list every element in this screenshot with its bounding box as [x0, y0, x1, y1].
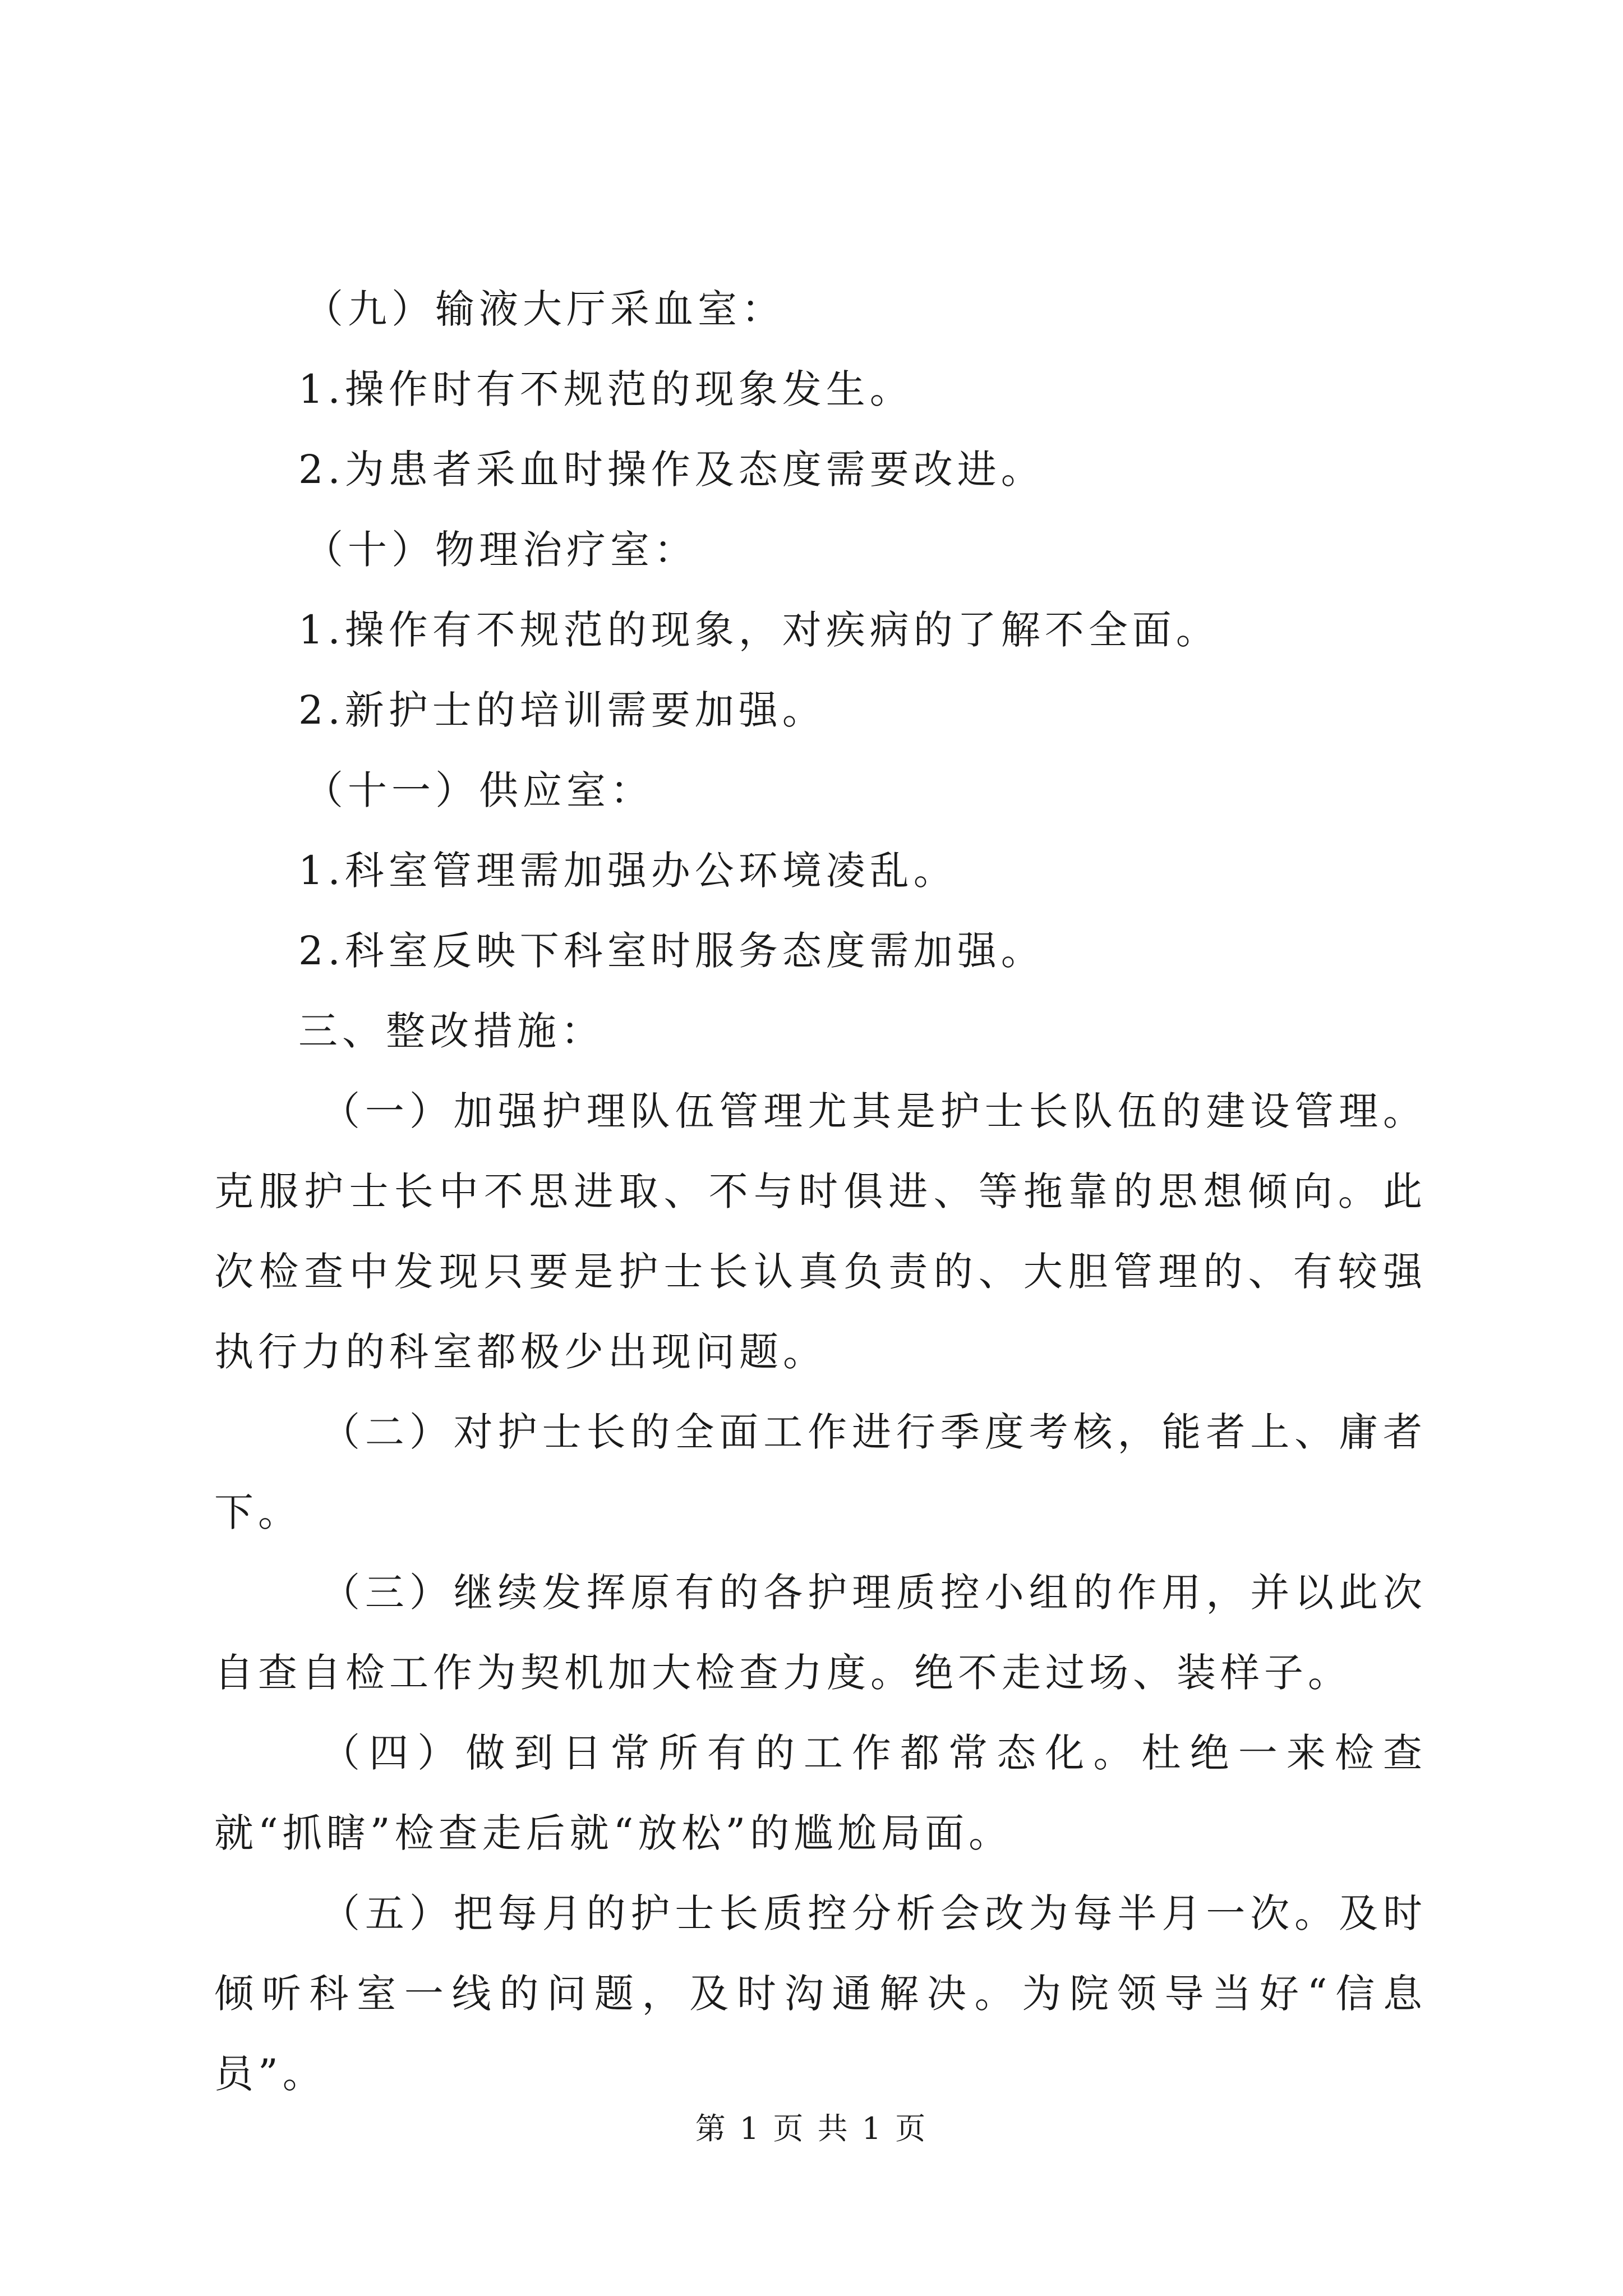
- section-heading-10: （十）物理治疗室：: [304, 527, 698, 573]
- paragraph-measure-5: （五）把每月的护士长质控分析会改为每半月一次。及时倾听科室一线的问题，及时沟通解决。为院领导当好“信息员”。: [214, 1890, 1427, 2097]
- paragraph-measure-2: （二）对护士长的全面工作进行季度考核，能者上、庸者下。: [214, 1409, 1427, 1535]
- list-item: 1.操作时有不规范的现象发生。: [298, 366, 914, 412]
- paragraph-measure-4: （四）做到日常所有的工作都常态化。杜绝一来检查就“抓瞎”检查走后就“放松”的尴尬局面。: [214, 1730, 1427, 1856]
- document-body: [214, 269, 1427, 2114]
- list-item: 2.为患者采血时操作及态度需要改进。: [298, 447, 1045, 493]
- page-number-footer: 第 1 页 共 1 页: [695, 2111, 928, 2146]
- section-heading-3: 三、整改措施：: [298, 1008, 605, 1054]
- list-item: 2.新护士的培训需要加强。: [298, 687, 826, 733]
- paragraph-measure-3: （三）继续发挥原有的各护理质控小组的作用，并以此次自查自检工作为契机加大检查力度。绝不走过场、装样子。: [214, 1570, 1427, 1696]
- list-item: 1.操作有不规范的现象，对疾病的了解不全面。: [298, 607, 1220, 653]
- list-item: 2.科室反映下科室时服务态度需加强。: [298, 928, 1045, 974]
- section-heading-11: （十一）供应室：: [304, 767, 654, 813]
- list-item: 1.科室管理需加强办公环境凌乱。: [298, 848, 957, 894]
- paragraph-measure-1: （一）加强护理队伍管理尤其是护士长队伍的建设管理。克服护士长中不思进取、不与时俱进、等拖靠的思想倾向。此次检查中发现只要是护士长认真负责的、大胆管理的、有较强执行力的科室都极少出现问题。: [214, 1088, 1427, 1375]
- section-heading-9: （九）输液大厅采血室：: [304, 286, 785, 332]
